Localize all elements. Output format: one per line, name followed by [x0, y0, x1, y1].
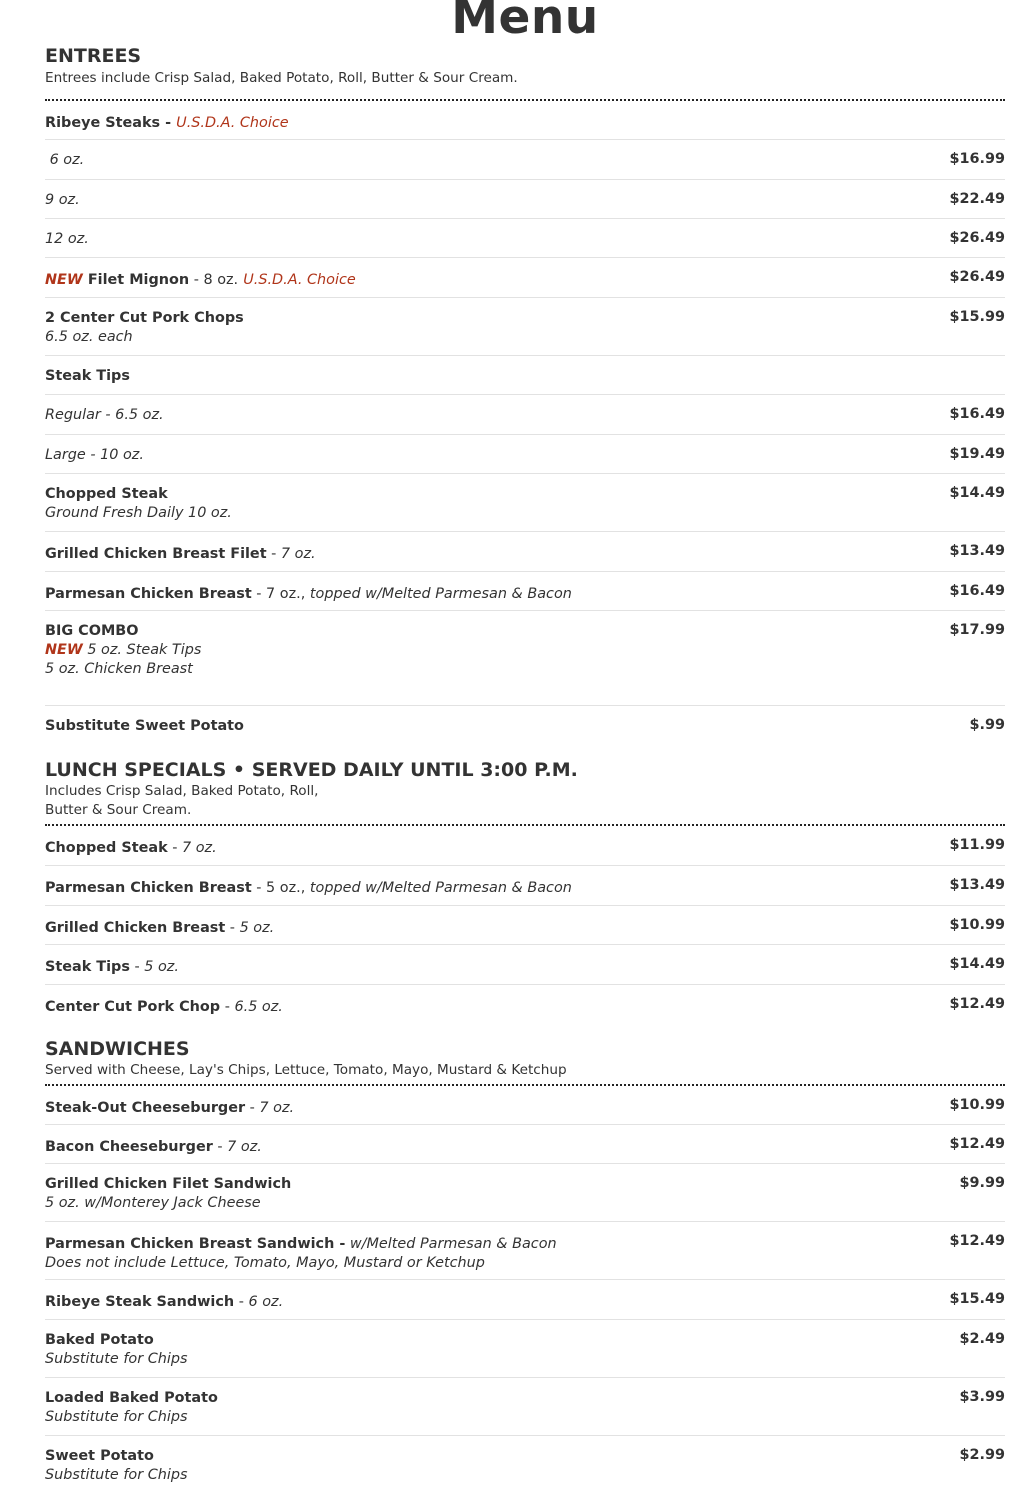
- item-name: Sweet Potato: [45, 1448, 154, 1464]
- menu-item-ribeye-9oz: [45, 180, 1005, 219]
- item-price: $2.49: [959, 1331, 1005, 1347]
- item-price: $3.99: [959, 1389, 1005, 1405]
- menu-item-pork-chops: [45, 298, 1005, 356]
- item-detail-italic: 7 oz.: [182, 840, 217, 856]
- lunch-section: [45, 758, 1005, 1025]
- item-price: $10.99: [949, 1097, 1005, 1113]
- item-name: Ribeye Steak Sandwich: [45, 1294, 235, 1310]
- item-price: $15.99: [949, 309, 1005, 325]
- item-name: Steak Tips: [45, 368, 130, 384]
- menu-item-lunch-pork-chop: [45, 985, 1005, 1025]
- lunch-description: Includes Crisp Salad, Baked Potato, Roll,: [45, 783, 319, 799]
- item-subtext: 5 oz. w/Monterey Jack Cheese: [45, 1195, 261, 1211]
- grade-label: U.S.D.A. Choice: [176, 115, 289, 131]
- item-detail-italic: 7 oz.: [227, 1139, 262, 1155]
- item-price: $17.99: [949, 622, 1005, 638]
- lunch-description: Butter & Sour Cream.: [45, 802, 192, 818]
- item-name: BIG COMBO: [45, 623, 139, 639]
- item-size: 9 oz.: [45, 192, 80, 208]
- sandwiches-heading: SANDWICHES: [45, 1038, 190, 1060]
- item-price: $11.99: [949, 837, 1005, 853]
- item-name: Parmesan Chicken Breast: [45, 880, 252, 896]
- menu-item-big-combo: [45, 611, 1005, 706]
- item-name: Steak-Out Cheeseburger: [45, 1100, 246, 1116]
- item-price: $14.49: [949, 485, 1005, 501]
- item-subtext: Does not include Lettuce, Tomato, Mayo, Mustard or Ketchup: [45, 1255, 485, 1271]
- menu-item-steak-tips-regular: [45, 395, 1005, 435]
- item-detail-italic: 5 oz.: [144, 959, 179, 975]
- item-name: Ribeye Steaks -: [45, 115, 172, 131]
- entrees-heading: ENTREES: [45, 45, 142, 67]
- item-detail-italic: topped w/Melted Parmesan & Bacon: [309, 586, 572, 602]
- menu-item-ribeye-steaks: [45, 101, 1005, 140]
- item-subtext: Substitute for Chips: [45, 1351, 188, 1367]
- item-subtext: 5 oz. Chicken Breast: [45, 661, 193, 677]
- item-price: $14.49: [949, 956, 1005, 972]
- menu-content: [45, 44, 1005, 1494]
- menu-item-baked-potato: [45, 1320, 1005, 1378]
- item-price: $26.49: [949, 230, 1005, 246]
- menu-item-bacon-cheeseburger: [45, 1125, 1005, 1164]
- menu-item-loaded-baked-potato: [45, 1378, 1005, 1436]
- item-name: Baked Potato: [45, 1332, 154, 1348]
- item-detail: -: [212, 1139, 228, 1155]
- item-detail: - 5 oz.,: [251, 880, 310, 896]
- item-detail: -: [167, 840, 182, 856]
- item-name: Center Cut Pork Chop: [45, 999, 221, 1015]
- item-name: Substitute Sweet Potato: [45, 718, 244, 734]
- item-detail: -: [225, 920, 240, 936]
- item-name: Filet Mignon: [87, 272, 190, 288]
- item-size: 12 oz.: [45, 231, 89, 247]
- item-subtext: 5 oz. Steak Tips: [82, 642, 202, 658]
- grade-label: U.S.D.A. Choice: [243, 272, 356, 288]
- item-name: Grilled Chicken Breast Filet: [45, 546, 267, 562]
- menu-item-parmesan-chicken-sandwich: [45, 1222, 1005, 1280]
- item-price: $15.49: [949, 1291, 1005, 1307]
- item-price: $16.99: [949, 151, 1005, 167]
- new-badge: NEW: [45, 272, 83, 288]
- menu-item-lunch-grilled-chicken: [45, 906, 1005, 945]
- item-price: $16.49: [949, 583, 1005, 599]
- menu-item-parmesan-chicken: [45, 572, 1005, 611]
- item-subtext: Substitute for Chips: [45, 1409, 188, 1425]
- item-price: $12.49: [949, 996, 1005, 1012]
- item-detail: -: [234, 1294, 249, 1310]
- entrees-section: [45, 44, 1005, 746]
- menu-item-steak-out-cheeseburger: [45, 1086, 1005, 1125]
- item-detail: -: [129, 959, 145, 975]
- menu-item-filet-mignon: [45, 258, 1005, 298]
- item-detail-italic: w/Melted Parmesan & Bacon: [345, 1236, 557, 1252]
- menu-item-grilled-chicken-filet-sandwich: [45, 1164, 1005, 1222]
- item-detail-italic: 6.5 oz.: [234, 999, 283, 1015]
- item-name: Bacon Cheeseburger: [45, 1139, 213, 1155]
- item-name: 2 Center Cut Pork Chops: [45, 310, 244, 326]
- menu-item-ribeye-6oz: [45, 140, 1005, 180]
- item-size: Regular - 6.5 oz.: [45, 407, 164, 423]
- item-detail-italic: 7 oz.: [280, 546, 316, 562]
- item-detail-italic: 7 oz.: [259, 1100, 295, 1116]
- item-name: Steak Tips: [45, 959, 130, 975]
- menu-item-ribeye-steak-sandwich: [45, 1280, 1005, 1320]
- menu-item-sweet-potato: [45, 1436, 1005, 1494]
- item-price: $2.99: [959, 1447, 1005, 1463]
- item-detail: -: [266, 546, 281, 562]
- item-detail-italic: topped w/Melted Parmesan & Bacon: [309, 880, 572, 896]
- new-badge: NEW: [45, 642, 83, 658]
- item-detail: - 8 oz.: [189, 272, 239, 288]
- item-name: Parmesan Chicken Breast: [45, 586, 252, 602]
- item-size: 6 oz.: [45, 152, 85, 168]
- item-subtext: Substitute for Chips: [45, 1467, 188, 1483]
- menu-item-lunch-chopped-steak: [45, 826, 1005, 866]
- item-detail-italic: 6 oz.: [248, 1294, 284, 1310]
- item-price: $9.99: [959, 1175, 1005, 1191]
- item-price: $.99: [969, 717, 1005, 733]
- item-detail: -: [245, 1100, 260, 1116]
- item-price: $16.49: [949, 406, 1005, 422]
- item-name: Loaded Baked Potato: [45, 1390, 218, 1406]
- sandwiches-description: Served with Cheese, Lay's Chips, Lettuce, Tomato, Mayo, Mustard & Ketchup: [45, 1062, 567, 1078]
- item-price: $19.49: [949, 446, 1005, 462]
- item-price: $26.49: [949, 269, 1005, 285]
- menu-item-lunch-parmesan-chicken: [45, 866, 1005, 906]
- item-name: Grilled Chicken Filet Sandwich: [45, 1176, 292, 1192]
- item-price: $10.99: [949, 917, 1005, 933]
- item-size: Large - 10 oz.: [45, 447, 144, 463]
- item-name: Grilled Chicken Breast: [45, 920, 226, 936]
- item-detail: - 7 oz.,: [251, 586, 310, 602]
- page-title: Menu: [451, 0, 599, 45]
- menu-item-chopped-steak: [45, 474, 1005, 532]
- item-detail: -: [220, 999, 235, 1015]
- item-subtext: Ground Fresh Daily 10 oz.: [45, 505, 232, 521]
- sandwiches-section: [45, 1037, 1005, 1494]
- item-name: Chopped Steak: [45, 840, 168, 856]
- item-price: $12.49: [949, 1233, 1005, 1249]
- item-price: $22.49: [949, 191, 1005, 207]
- menu-item-substitute-sweet-potato: [45, 706, 1005, 746]
- entrees-description: Entrees include Crisp Salad, Baked Potato, Roll, Butter & Sour Cream.: [45, 70, 518, 86]
- item-name: Parmesan Chicken Breast Sandwich -: [45, 1236, 346, 1252]
- menu-item-steak-tips: [45, 356, 1005, 395]
- menu-item-steak-tips-large: [45, 435, 1005, 474]
- lunch-heading: LUNCH SPECIALS • SERVED DAILY UNTIL 3:00 P.M.: [45, 759, 578, 781]
- item-detail-italic: 5 oz.: [239, 920, 275, 936]
- item-price: $13.49: [949, 543, 1005, 559]
- item-name: Chopped Steak: [45, 486, 168, 502]
- menu-item-grilled-chicken-filet: [45, 532, 1005, 572]
- menu-item-ribeye-12oz: [45, 219, 1005, 258]
- menu-item-lunch-steak-tips: [45, 945, 1005, 985]
- item-price: $13.49: [949, 877, 1005, 893]
- item-price: $12.49: [949, 1136, 1005, 1152]
- item-subtext: 6.5 oz. each: [45, 329, 133, 345]
